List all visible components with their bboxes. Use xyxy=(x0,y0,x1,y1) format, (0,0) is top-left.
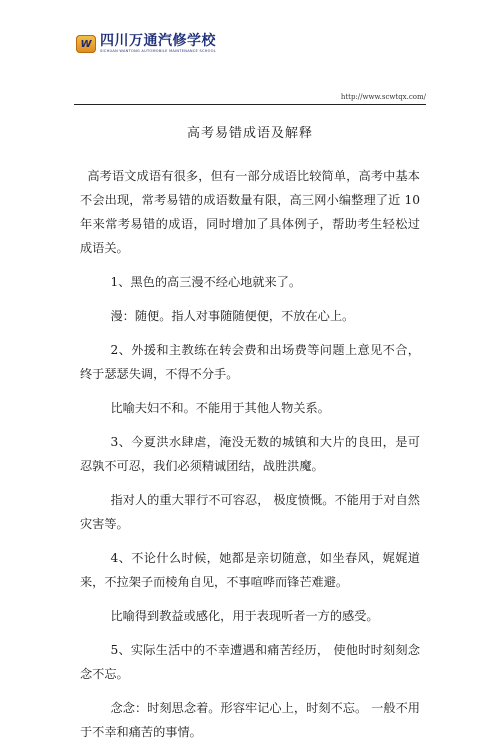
logo-badge xyxy=(76,35,96,53)
paragraph-intro: 高考语文成语有很多，但有一部分成语比较简单，高考中基本不会出现，常考易错的成语数量有限，高三网小编整理了近 10 年来常考易错的成语，同时增加了具体例子，帮助考生轻松过成语关。 xyxy=(80,169,420,255)
logo-name: 四川万通汽修学校 xyxy=(100,33,216,49)
logo-text xyxy=(100,34,216,54)
paragraph-example-5: 5、实际生活中的不幸遭遇和痛苦经历， 使他时时刻刻念念不忘。 xyxy=(80,643,420,681)
logo-mark: W xyxy=(80,38,92,50)
document-title: 高考易错成语及解释 xyxy=(186,126,313,141)
paragraph-example-4: 4、不论什么时候，她都是亲切随意，如坐春风，娓娓道来，不拉架子而棱角自见，不事喧哗而锋芒难避。 xyxy=(80,551,420,589)
paragraph-example-2: 2、外援和主教练在转会费和出场费等问题上意见不合，终于瑟瑟失调，不得不分手。 xyxy=(80,343,420,381)
paragraph-example-1: 1、黑色的高三漫不经心地就来了。 xyxy=(110,275,302,289)
paragraph-explanation-3: 指对人的重大罪行不可容忍， 极度愤慨。不能用于对自然灾害等。 xyxy=(80,493,420,531)
paragraph-explanation-4: 比喻得到教益或感化，用于表现听者一方的感受。 xyxy=(110,609,379,623)
document-body xyxy=(80,164,420,754)
logo-subtitle: SICHUAN WANTONG AUTOMOBILE MAINTENANCE SCHOOL xyxy=(100,49,217,53)
school-logo xyxy=(76,34,216,54)
paragraph-explanation-5: 念念：时刻思念着。形容牢记心上，时刻不忘。 一般不用于不幸和痛苦的事情。 xyxy=(80,701,420,739)
paragraph-explanation-2: 比喻夫妇不和。不能用于其他人物关系。 xyxy=(110,401,330,415)
paragraph-explanation-1: 漫：随便。指人对事随随便便，不放在心上。 xyxy=(110,309,355,323)
header-divider xyxy=(74,104,426,105)
header-url[interactable]: http://www.scwtqx.com/ xyxy=(340,93,426,101)
paragraph-example-3: 3、今夏洪水肆虐，淹没无数的城镇和大片的良田，是可忍孰不可忍，我们必须精诚团结，战胜洪魔。 xyxy=(80,435,420,473)
